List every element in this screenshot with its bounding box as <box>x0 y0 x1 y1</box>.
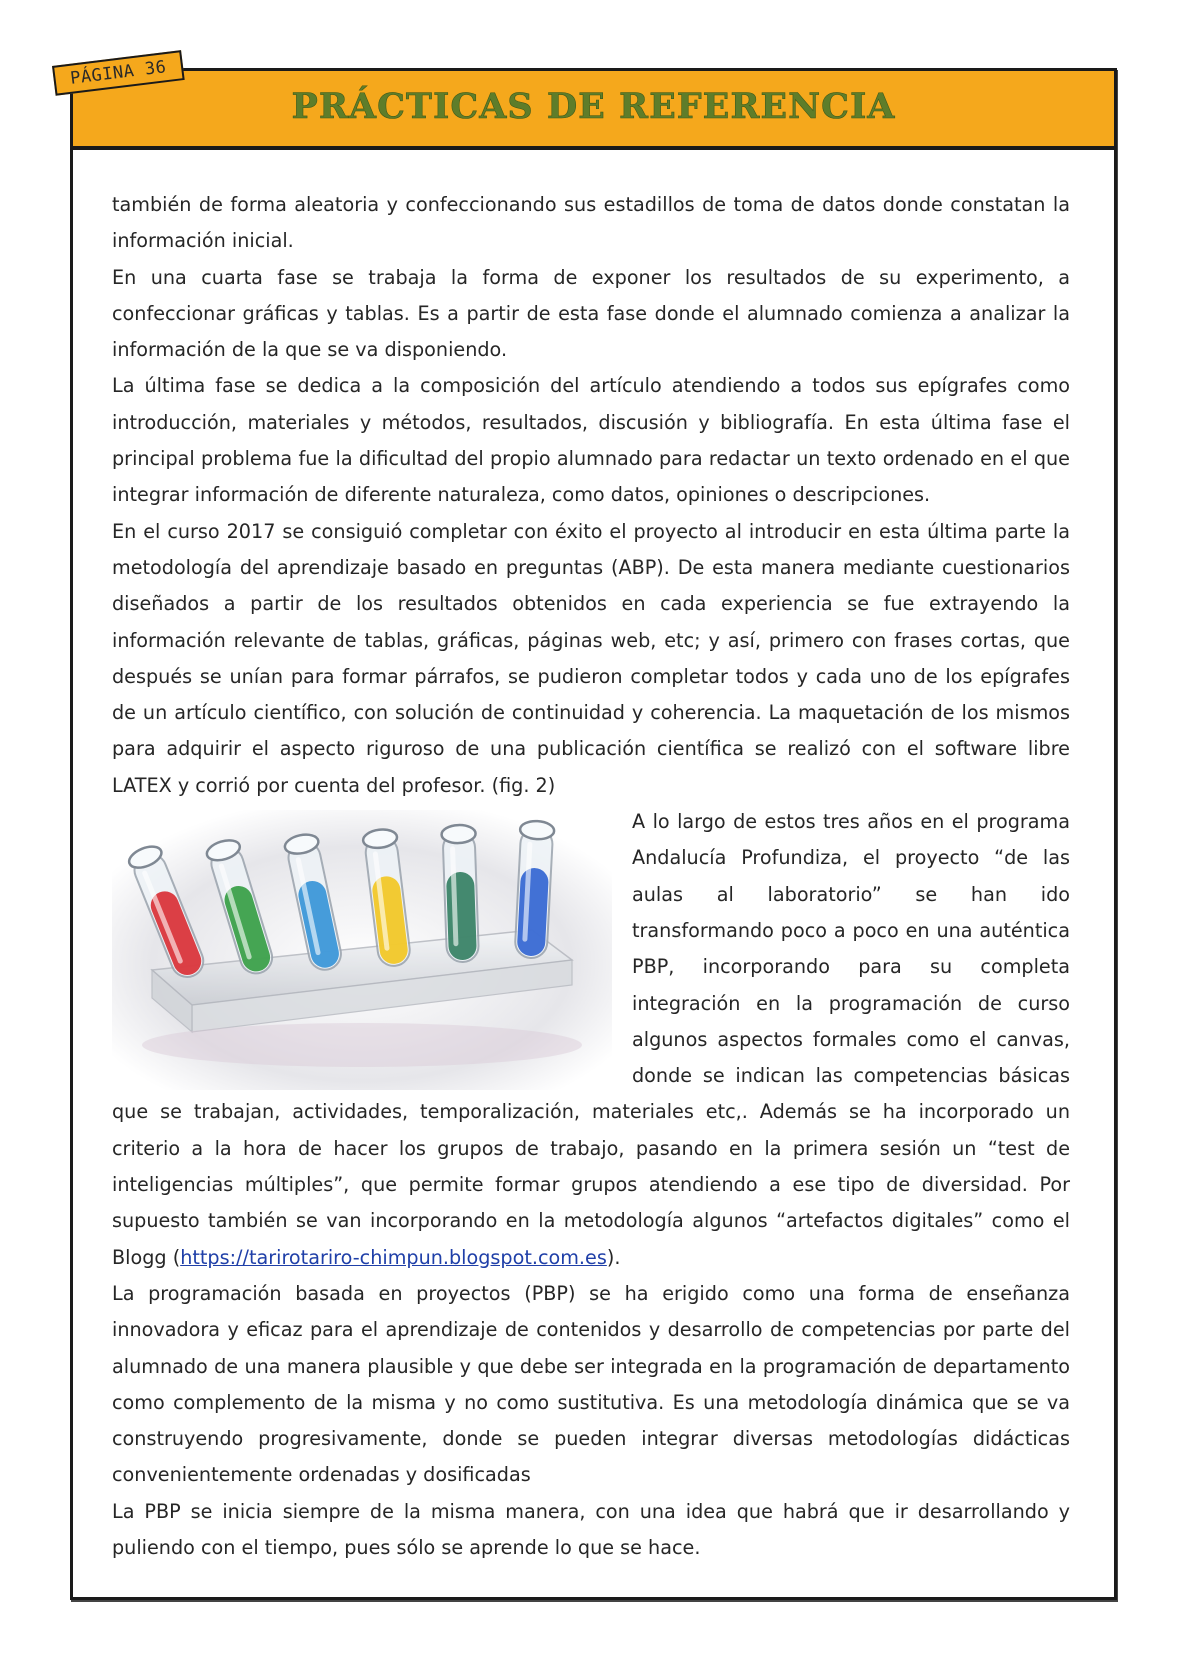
page-number-tag: PÁGINA 36 <box>52 50 185 96</box>
paragraph: La PBP se inicia siempre de la misma manera, con una idea que habrá que ir desarrollando y puliendo con el tiempo, pues sólo se aprende lo que se hace. <box>112 1499 1070 1559</box>
article-body <box>112 187 1070 1566</box>
test-tubes-figure <box>112 810 612 1090</box>
paragraph: La última fase se dedica a la composición del artículo atendiendo a todos sus epígrafes como introducción, materiales y métodos, resultados, discusión y bibliografía. En esta última fase el principal problema fue la dificultad del propio alumnado para redactar un texto ordenado en el que integrar información de diferente naturaleza, como datos, opiniones o descripciones. <box>112 374 1070 507</box>
paragraph: también de forma aleatoria y confeccionando sus estadillos de toma de datos donde constatan la información inicial. <box>112 193 1070 253</box>
test-tube <box>441 825 480 963</box>
paragraph: La programación basada en proyectos (PBP) se ha erigido como una forma de enseñanza innovadora y eficaz para el aprendizaje de contenidos y desarrollo de competencias por parte del alumnado de una manera plausible y que debe ser integrada en la programación de departamento como complemento de la misma y no como sustitutiva. Es una metodología dinámica que se va construyendo progresivamente, donde se pueden integrar diversas metodologías didácticas convenientemente ordenadas y dosificadas <box>112 1281 1070 1487</box>
paragraph-text: ). <box>606 1245 621 1269</box>
paragraph-text: A lo largo de estos tres años en el programa Andalucía Profundiza, el proyecto “de las aulas al laboratorio” se han ido transformando poco a poco en una auténtica PBP, incorporando para su completa integración en la programación de curso algunos aspectos formales como el canvas, donde se indican las competencias básicas que se trabajan, actividades, temporalización, materiales etc,. Además se ha incorporado un criterio a la hora de hacer los grupos de trabajo, pasando en la primera sesión un “test de inteligencias múltiples”, que permite formar grupos atendiendo a ese tipo de diversidad. Por supuesto también se van incorporando en la metodología algunos “artefactos digitales” como el Blogg ( <box>112 810 1070 1269</box>
test-tubes-illustration <box>112 810 612 1090</box>
page-title: PRÁCTICAS DE REFERENCIA <box>291 86 896 127</box>
paragraph: En una cuarta fase se trabaja la forma de exponer los resultados de su experimento, a confeccionar gráficas y tablas. Es a partir de esta fase donde el alumnado comienza a analizar la información de la que se va disponiendo. <box>112 265 1070 362</box>
blog-link[interactable]: https://tarirotariro-chimpun.blogspot.com.es <box>180 1245 607 1269</box>
paragraph: En el curso 2017 se consiguió completar con éxito el proyecto al introducir en esta última parte la metodología del aprendizaje basado en preguntas (ABP). De esta manera mediante cuestionarios diseñados a partir de los resultados obtenidos en cada experiencia se fue extrayendo la información relevante de tablas, gráficas, páginas web, etc; y así, primero con frases cortas, que después se unían para formar párrafos, se pudieron completar todos y cada uno de los epígrafes de un artículo científico, con solución de continuidad y coherencia. La maquetación de los mismos para adquirir el aspecto riguroso de una publicación científica se realizó con el software libre LATEX y corrió por cuenta del profesor. (fig. 2) <box>112 519 1070 797</box>
